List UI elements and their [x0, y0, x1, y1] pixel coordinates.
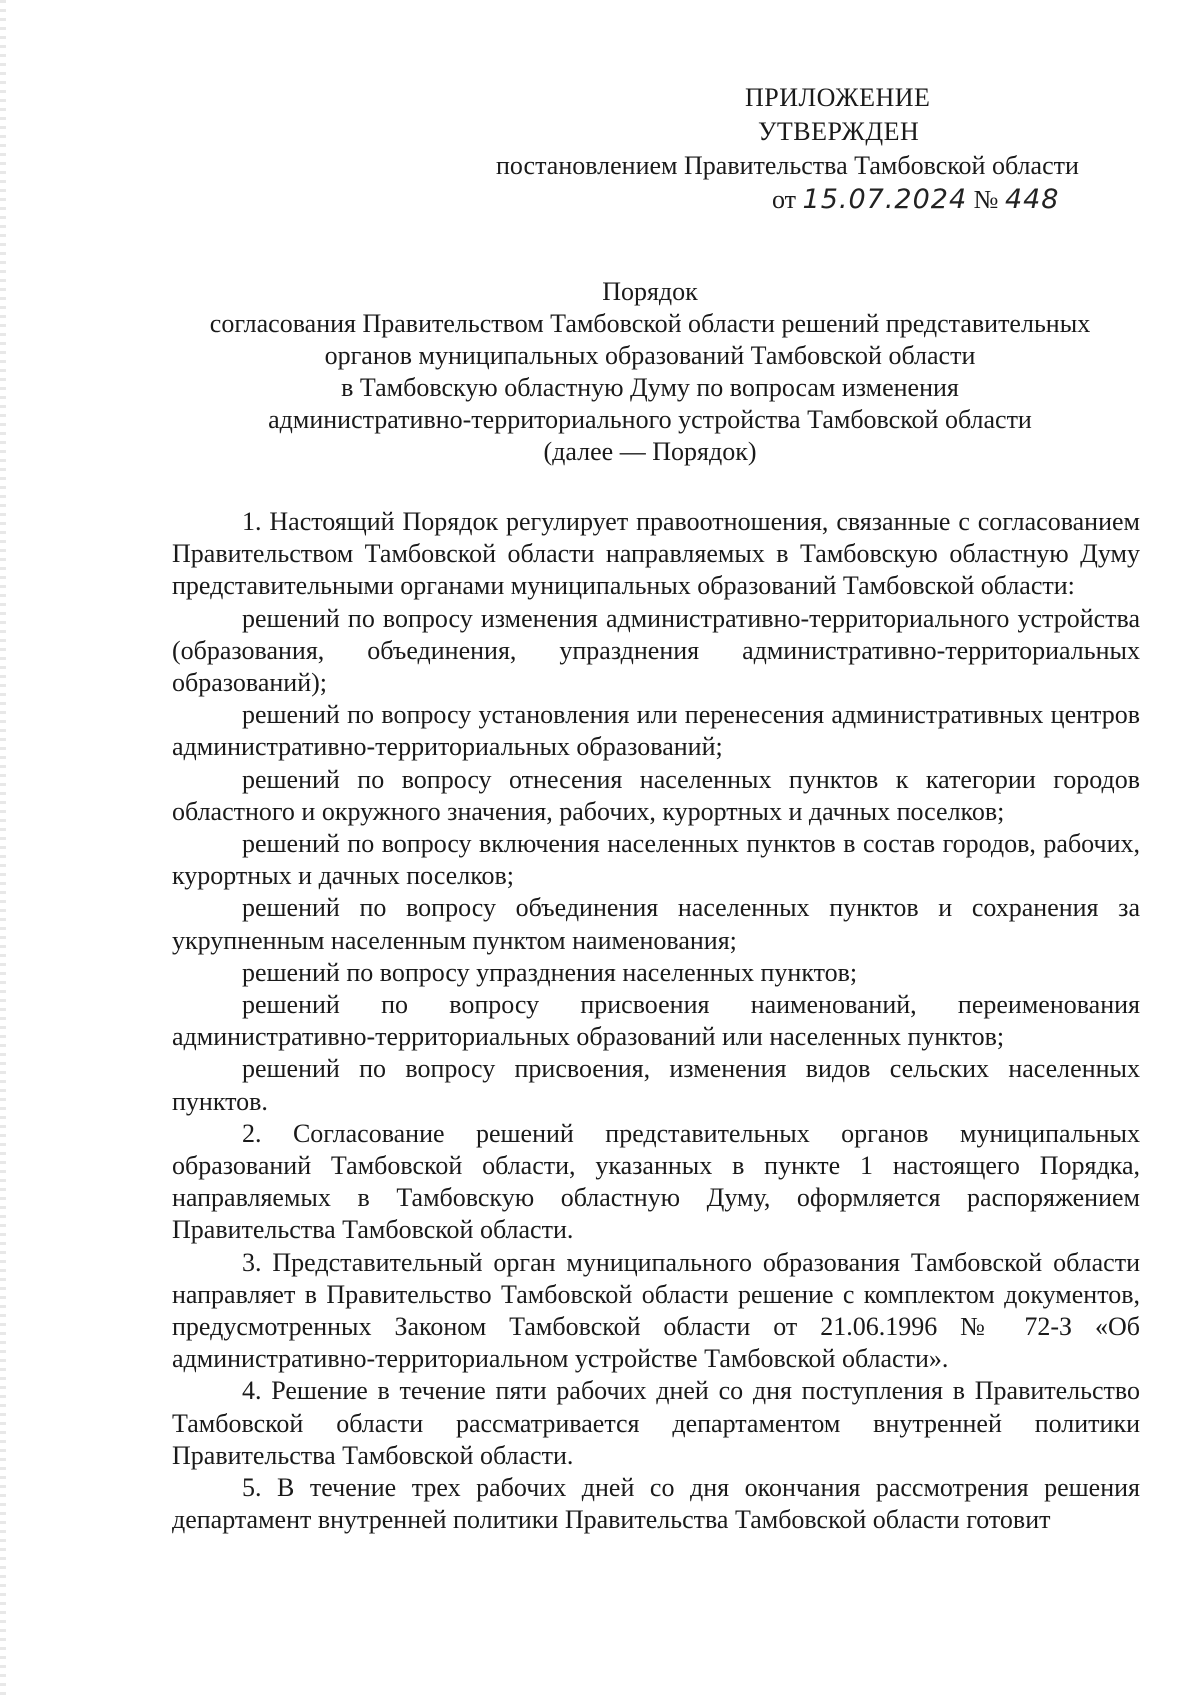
paragraph-1: 1. Настоящий Порядок регулирует правоотношения, связанные с согласованием Правительством Тамбовской области направляемых в Тамбовскую областную Думу представительными органами муниципальных образований Тамбовской области:: [172, 507, 1140, 601]
paragraph-2: 2. Согласование решений представительных органов муниципальных образований Тамбовской области, указанных в пункте 1 настоящего Порядка, направляемых в Тамбовскую областную Думу, оформляется распоряжением Правительства Тамбовской области.: [172, 1118, 1140, 1245]
scan-edge-artifact: [0, 0, 6, 1697]
handwritten-number: 448: [1004, 184, 1060, 215]
sub-item: решений по вопросу включения населенных пунктов в состав городов, рабочих, курортных и дачных поселков;: [172, 829, 1140, 891]
paragraph-5: 5. В течение трех рабочих дней со дня окончания рассмотрения решения департамент внутренней политики Правительства Тамбовской области готовит: [172, 1473, 1140, 1535]
handwritten-date: 15.07.2024: [802, 184, 968, 215]
approval-line: постановлением Правительства Тамбовской области: [496, 151, 1079, 180]
sub-item: решений по вопросу отнесения населенных пунктов к категории городов областного и окружного значения, рабочих, курортных и дачных поселков;: [172, 764, 1140, 826]
date-prefix: от: [772, 185, 797, 214]
sub-item: решений по вопросу упразднения населенных пунктов;: [242, 957, 858, 987]
title-line-5: административно-территориального устройства Тамбовской области: [268, 405, 1032, 434]
paragraph-4: 4. Решение в течение пяти рабочих дней со дня поступления в Правительство Тамбовской области рассматривается департаментом внутренней политики Правительства Тамбовской области.: [172, 1376, 1140, 1470]
approval-title: ПРИЛОЖЕНИЕ: [745, 83, 931, 112]
title-line-4: в Тамбовскую областную Думу по вопросам изменения: [341, 373, 959, 402]
document-body: [172, 506, 1140, 1537]
title-line-1: Порядок: [602, 277, 698, 306]
document-title: [170, 276, 1130, 468]
title-line-3: органов муниципальных образований Тамбовской области: [324, 341, 976, 370]
title-line-6: (далее — Порядок): [543, 437, 757, 466]
approval-date-line: [772, 184, 1059, 216]
number-label: №: [973, 185, 999, 214]
approval-subtitle: УТВЕРЖДЕН: [758, 117, 920, 146]
sub-item: решений по вопросу установления или перенесения административных центров административно-территориальных образований;: [172, 700, 1140, 762]
title-line-2: согласования Правительством Тамбовской области решений представительных: [209, 309, 1091, 338]
sub-item: решений по вопросу присвоения, изменения видов сельских населенных пунктов.: [172, 1054, 1140, 1116]
sub-item: решений по вопросу объединения населенных пунктов и сохранения за укрупненным населенным пунктом наименования;: [172, 893, 1140, 955]
sub-item: решений по вопросу изменения административно-территориального устройства (образования, объединения, упразднения административно-территориальных образований);: [172, 603, 1140, 698]
sub-item: решений по вопросу присвоения наименований, переименования административно-территориальных образований или населенных пунктов;: [172, 990, 1140, 1052]
paragraph-3: 3. Представительный орган муниципального образования Тамбовской области направляет в Правительство Тамбовской области решение с комплектом документов, предусмотренных Законом Тамбовской области от 21.06.1996 № 72-З «Об административно-территориальном устройстве Тамбовской области».: [172, 1247, 1140, 1374]
